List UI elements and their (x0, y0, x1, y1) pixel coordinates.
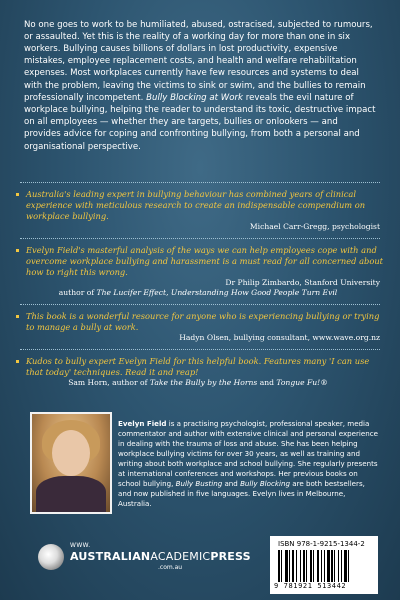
publisher-name (70, 550, 251, 563)
barcode-bar (324, 550, 325, 582)
publisher-domain: .com.au (158, 564, 183, 571)
separator (20, 304, 380, 305)
author-name: Evelyn Field (118, 419, 167, 429)
publisher-www: WWW. (70, 542, 91, 549)
barcode-bar (310, 550, 312, 582)
attribution-book-title: Tongue Fu!® (276, 378, 328, 387)
barcode-bar (296, 550, 297, 582)
barcode-bars (278, 550, 370, 582)
endorsement-quote (16, 356, 384, 378)
endorsement-quote-text: This book is a wonderful resource for anyone who is experiencing bullying or trying to manage a bully at work. (26, 311, 380, 332)
isbn-label: ISBN 978-1-9215-1344-2 (278, 540, 365, 548)
attribution-book-title: Take the Bully by the Horns (149, 378, 258, 387)
author-bio (118, 419, 380, 509)
publisher-name-part: PRESS (210, 550, 251, 563)
barcode-bar (327, 550, 330, 582)
barcode-bar (278, 550, 280, 582)
intro-paragraph (24, 19, 376, 153)
bio-text: and (222, 479, 241, 489)
author-face (52, 430, 90, 476)
bio-text: are both bestsellers, and now published in five languages. Evelyn lives in Melbourne, Australia. (118, 479, 365, 509)
barcode-bar (281, 550, 282, 582)
barcode-number: 9 781921 513442 (274, 582, 347, 590)
endorsement-quote-text: Australia's leading expert in bullying behaviour has combined years of clinical experience with meticulous research to create an indispensable compendium on workplace bullying. (26, 189, 366, 221)
isbn-barcode (270, 536, 378, 594)
intro-text-part2: reveals the evil nature of workplace bullying, helping the reader to understand its toxic, destructive impact on all employees — whether they are targets, bullies or onlookers — and provides advice for coping and confronting bullying, from both a personal and organisational perspective. (24, 92, 376, 152)
barcode-bar (338, 550, 339, 582)
bullet-icon (16, 360, 19, 363)
endorsement-quote (16, 189, 384, 222)
intro-book-title: Bully Blocking at Work (146, 92, 243, 103)
separator (20, 182, 380, 183)
barcode-bar (317, 550, 319, 582)
publisher-logo (38, 536, 251, 576)
bullet-icon (16, 315, 19, 318)
attribution-prefix: Sam Horn, author of (68, 378, 150, 387)
endorsement-attribution: Dr Philip Zimbardo, Stanford University (225, 278, 380, 287)
attribution-prefix: author of (58, 288, 97, 297)
bio-text: is a practising psychologist, professional speaker, media commentator and author with extensive clinical and personal experience in dealing with the trauma of loss and abuse. She has been helping workplace bullying victims for over 30 years, as well as training and writing about both workplace and school bullying. She regularly presents at international conferences and workshops. Her previous books on school bullying, (118, 419, 379, 489)
barcode-bar (292, 550, 294, 582)
endorsements (16, 176, 384, 388)
publisher-name-part: AUSTRALIAN (70, 550, 151, 563)
endorsement-attribution: Michael Carr-Gregg, psychologist (249, 222, 380, 231)
barcode-bar (303, 550, 305, 582)
attribution-book-title: The Lucifer Effect, Understanding How Good People Turn Evil (96, 288, 338, 297)
endorsement-attribution-detail (16, 288, 384, 298)
intro-text-part1: No one goes to work to be humiliated, abused, ostracised, subjected to rumours, or assaulted. Yet this is the reality of a working day for more than one in six workers. Bullying causes billions of dollars in lost productivity, expensive mistakes, employee replacement costs, and health and welfare rehabilitation expenses. Most workplaces currently have few resources and systems to deal with the problem, leaving the victims to sink or swim, and the bullies to remain professionally incompetent. (24, 19, 373, 103)
bullet-icon (16, 249, 19, 252)
barcode-bar (334, 550, 335, 582)
attribution-mid: and (257, 378, 277, 387)
endorsement-quote (16, 311, 384, 333)
author-photo (30, 412, 112, 514)
endorsement-quote-text: Kudos to bully expert Evelyn Field for this helpful book. Features many 'I can use that today' techniques. Read it and reap! (26, 356, 370, 377)
bullet-icon (16, 193, 19, 196)
barcode-bar (300, 550, 301, 582)
endorsement-quote-text: Evelyn Field's masterful analysis of the ways we can help employees cope with and overcome workplace bullying and harassment is a must read for all concerned about how to right this wrong. (26, 245, 384, 277)
publisher-name-part: ACADEMIC (150, 550, 211, 563)
bio-book-title: Bully Busting (175, 479, 223, 489)
endorsement-attribution (16, 378, 384, 388)
barcode-bar (341, 550, 342, 582)
barcode-bar (331, 550, 333, 582)
separator (20, 349, 380, 350)
barcode-bar (313, 550, 314, 582)
barcode-bar (344, 550, 347, 582)
barcode-bar (306, 550, 307, 582)
barcode-bar (289, 550, 290, 582)
separator (20, 238, 380, 239)
bio-book-title: Bully Blocking (240, 479, 290, 489)
barcode-bar (321, 550, 322, 582)
barcode-bar (348, 550, 349, 582)
barcode-bar (285, 550, 288, 582)
endorsement-attribution: Hadyn Olsen, bullying consultant, www.wave.org.nz (179, 333, 380, 342)
globe-icon (38, 544, 64, 570)
endorsement-quote (16, 245, 384, 278)
author-body (36, 476, 106, 514)
